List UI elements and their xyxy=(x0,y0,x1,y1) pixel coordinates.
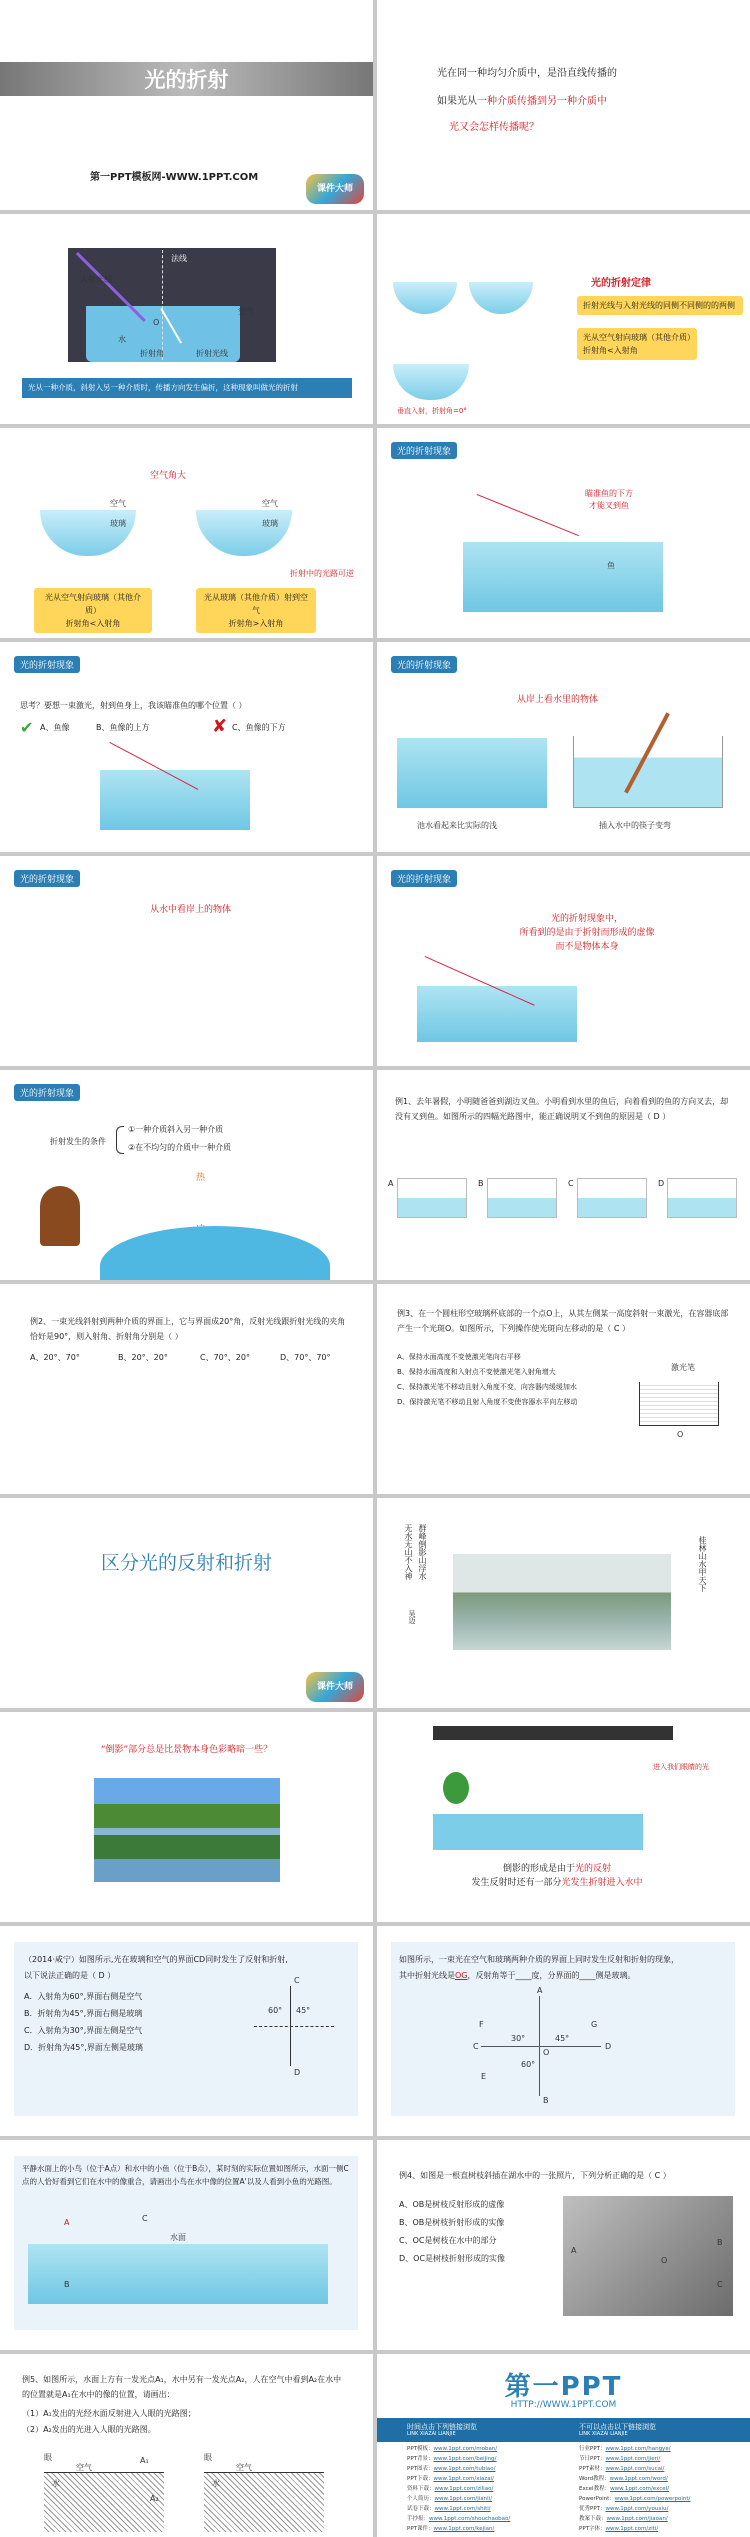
water-label-2: 水 xyxy=(212,2479,220,2488)
glass-1 xyxy=(40,510,136,556)
label-refracted: 折射光线 xyxy=(196,349,228,358)
diagram-d-label: D xyxy=(658,1179,665,1188)
slide-4[interactable] xyxy=(377,214,750,424)
point-a1: A₁ xyxy=(140,2456,149,2465)
diagram-b[interactable] xyxy=(478,1178,557,1218)
section-tag: 光的折射现象 xyxy=(391,656,457,673)
options xyxy=(397,1350,617,1410)
slide-24[interactable] xyxy=(377,2354,750,2537)
option-c[interactable]: C、OC是树枝在水中的部分 xyxy=(399,2236,497,2245)
point-d: D xyxy=(605,2042,612,2051)
slide-23[interactable] xyxy=(0,2354,373,2537)
question-1: （2014·咸宁）如图所示,光在玻璃和空气的界面CD同时发生了反射和折射, xyxy=(24,1955,288,1964)
diagram-d[interactable] xyxy=(658,1178,737,1218)
option-d[interactable]: D、70°、70° xyxy=(280,1353,331,1362)
point-a: A xyxy=(571,2246,577,2255)
option-c[interactable]: C、70°、20° xyxy=(200,1353,250,1362)
caption-1a: 倒影的形成是由于 xyxy=(502,1864,575,1874)
normal-line xyxy=(254,2026,334,2027)
ground-hill xyxy=(100,1226,330,1280)
label-incident: 入射光线 xyxy=(80,275,112,284)
poem-left-2: 无水无山不入神 xyxy=(404,1524,413,1580)
link-label: 个人简历： xyxy=(407,2496,435,2502)
right-sub: LINK XIAZAI LIANJIE xyxy=(579,2431,628,2437)
link-label: 节日PPT： xyxy=(579,2456,606,2462)
eye-label-2: 眼 xyxy=(204,2453,212,2462)
option-b[interactable]: B．折射角为45°,界面右侧是玻璃 xyxy=(24,2009,143,2018)
question-title: “倒影”部分总是比景物本身色彩略暗一些？ xyxy=(100,1745,273,1755)
option-c[interactable]: C、保持激光笔不移动且射入角度不变，向容器内缓缓加水 xyxy=(397,1383,577,1391)
question-2: 的位置就是A₁在水中的像的位置，请画出： xyxy=(22,2390,175,2399)
link-url[interactable]: www.1ppt.com/word/ xyxy=(609,2476,668,2482)
question: 平静水面上的小鸟（位于A点）和水中的小鱼（位于B点），某时刻的实际位置如图所示，水面一侧C点的人恰好看到它们在水中的像重合，请画出小鸟在水中像的位置A'以及人看到小鱼的光路图。 xyxy=(22,2164,349,2186)
blank-1[interactable]: ____ xyxy=(515,1971,532,1980)
air-label-1: 空气 xyxy=(76,2463,92,2472)
semicircle-2 xyxy=(469,282,533,314)
q2e: 侧是玻璃。 xyxy=(595,1971,636,1980)
option-a[interactable]: A、鱼像 xyxy=(40,723,70,732)
hot-label: 热 xyxy=(196,1173,206,1183)
left-head: 时间点击下列链接浏览 xyxy=(407,2423,477,2431)
option-a[interactable]: A、OB是树枝反射形成的虚像 xyxy=(399,2200,505,2209)
box-1b: 折射角<入射角 xyxy=(65,619,121,628)
laser-label: 激光笔 xyxy=(671,1363,695,1372)
line-1: 光在同一种均匀介质中，是沿直线传播的 xyxy=(437,68,617,79)
slide-11[interactable] xyxy=(0,1070,373,1280)
link-row xyxy=(407,2494,567,2504)
dark-band xyxy=(433,1726,673,1740)
semicircle-1 xyxy=(393,282,457,314)
link-label: 手抄报： xyxy=(407,2516,430,2522)
question-1: 如图所示，一束光在空气和玻璃两种介质的界面上同时发生反射和折射的现象， xyxy=(399,1955,679,1964)
water-tank xyxy=(417,986,577,1042)
air-label-2: 空气 xyxy=(236,2463,252,2472)
section-tag: 光的折射现象 xyxy=(391,870,457,887)
cross-icon: ✘ xyxy=(212,716,228,737)
option-b[interactable]: B、保持水面高度和入射点不变使激光笔入射角增大 xyxy=(397,1368,556,1376)
link-row xyxy=(407,2524,567,2534)
line-2b: 一种介质传播到另一种介质中 xyxy=(477,96,607,107)
box-2b: 折射角>入射角 xyxy=(228,619,284,628)
link-row xyxy=(579,2494,739,2504)
link-label: 优秀PPT： xyxy=(579,2506,606,2512)
link-url[interactable]: www.1ppt.com/youxiu/ xyxy=(605,2506,669,2512)
link-row xyxy=(579,2464,739,2474)
water-surface-label: 水面 xyxy=(170,2233,186,2242)
link-url[interactable]: www.1ppt.com/hangye/ xyxy=(605,2446,671,2452)
person xyxy=(40,1186,80,1246)
link-url[interactable]: www.1ppt.com/excel/ xyxy=(610,2486,670,2492)
slide-6[interactable] xyxy=(377,428,750,638)
water-label-1: 水 xyxy=(52,2479,60,2488)
note-2: 才能叉到鱼 xyxy=(589,501,629,510)
label-o: O xyxy=(153,318,160,327)
spear-line xyxy=(477,494,579,536)
poem-right: 桂林山水甲天下 xyxy=(698,1536,707,1592)
option-d[interactable]: D、保持激光笔不移动且射入角度不变使容器水平向左移动 xyxy=(397,1398,578,1406)
section-tag: 光的折射现象 xyxy=(14,656,80,673)
link-label: Word教程： xyxy=(579,2476,610,2482)
label-normal: 法线 xyxy=(171,254,187,263)
diagram-2 xyxy=(204,2472,324,2532)
left-links xyxy=(407,2444,567,2534)
line-3: 光又会怎样传播呢？ xyxy=(449,122,539,133)
caption-cup: 插入水中的筷子变弯 xyxy=(599,821,671,830)
caption-1b: 光的反射 xyxy=(575,1864,612,1874)
law-box-2a: 光从空气射向玻璃（其他介质） xyxy=(583,333,695,342)
check-icon: ✔ xyxy=(20,718,34,737)
question-1: 例5、如图所示，水面上方有一发光点A₁，水中另有一发光点A₂，人在空气中看到A₂在水中 xyxy=(22,2375,342,2384)
logo-text: 课件大师 xyxy=(316,184,353,194)
link-row xyxy=(579,2454,739,2464)
link-url[interactable]: www.1ppt.com/xiazai/ xyxy=(433,2476,495,2482)
link-label: PPT课件： xyxy=(407,2526,434,2532)
answer-og: OG xyxy=(455,1971,468,1980)
law-box-1: 折射光线与入射光线的同侧不同侧的的两侧 xyxy=(577,296,743,315)
point-b: B xyxy=(543,2096,549,2105)
link-url[interactable]: www.1ppt.com/jianli/ xyxy=(434,2496,493,2502)
point-a: A xyxy=(64,2218,70,2227)
question-2: 以下说法正确的是（ D ） xyxy=(24,1971,116,1980)
point-b: B xyxy=(717,2238,723,2247)
top-note: 空气角大 xyxy=(150,471,187,481)
point-c: C xyxy=(473,2042,479,2051)
label-air: 空气 xyxy=(238,307,254,316)
horizontal-axis xyxy=(481,2046,601,2047)
spot-label: O xyxy=(677,1430,684,1439)
diagram-c[interactable] xyxy=(568,1178,647,1218)
right-links xyxy=(579,2444,739,2534)
link-row xyxy=(407,2454,567,2464)
slide-20[interactable] xyxy=(377,1926,750,2136)
link-row xyxy=(579,2524,739,2534)
logo-text: 课件大师 xyxy=(316,1682,353,1692)
water xyxy=(28,2244,328,2304)
question: 例3、在一个圆柱形空玻璃杯底部的一个点O上，从其左侧某一高度斜射一束激光，在容器底部产生一个光斑O。如图所示，下列操作使光斑向左移动的是（ C ） xyxy=(397,1309,729,1333)
section-tag: 光的折射现象 xyxy=(391,442,457,459)
law-title: 光的折射定律 xyxy=(591,278,651,289)
box-2a: 光从玻璃（其他介质）射到空气 xyxy=(204,593,308,615)
instruction-2: （2）A₂发出的光进入人眼的光路图。 xyxy=(22,2425,156,2434)
slide-13[interactable] xyxy=(0,1284,373,1494)
lake-photo xyxy=(94,1778,280,1882)
slide-5[interactable] xyxy=(0,428,373,638)
question: 例1、去年暑假，小明随爸爸到湖边叉鱼。小明看到水里的鱼后，向着看到的鱼的方向叉去，却没有叉到鱼。如图所示的四幅光路图中，能正确说明叉不到鱼的原因是（ D ） xyxy=(395,1097,729,1121)
angle-45: 45° xyxy=(296,2006,311,2015)
air-label-2: 空气 xyxy=(262,499,278,508)
site-caption: 第一PPT模板网-WWW.1PPT.COM xyxy=(90,172,259,183)
box-2 xyxy=(196,588,316,633)
diagram-c-label: C xyxy=(568,1179,574,1188)
blank-2[interactable]: ____ xyxy=(579,1971,596,1980)
link-url[interactable]: www.1ppt.com/sucai/ xyxy=(605,2466,665,2472)
angle-30: 30° xyxy=(511,2034,526,2043)
box-1 xyxy=(34,588,152,633)
slide-17[interactable] xyxy=(0,1712,373,1922)
option-diagrams xyxy=(388,1170,737,1230)
point-a: A xyxy=(537,1986,543,1995)
link-label: 资料下载： xyxy=(407,2486,435,2492)
slide-15[interactable] xyxy=(0,1498,373,1708)
tree xyxy=(443,1772,469,1804)
slide-10[interactable] xyxy=(377,856,750,1066)
line-3: 而不是物体本身 xyxy=(555,942,619,952)
caption xyxy=(447,1862,667,1890)
point-c: C xyxy=(142,2214,148,2223)
link-label: 教案下载： xyxy=(579,2516,607,2522)
line-1: 光的折射现象中， xyxy=(550,914,623,924)
line-2a: 如果光从 xyxy=(437,96,477,107)
link-url[interactable]: www.1ppt.com/ziti/ xyxy=(605,2526,659,2532)
link-row xyxy=(407,2484,567,2494)
line-2 xyxy=(437,92,607,107)
link-row xyxy=(579,2444,739,2454)
question: 例2、一束光线斜射到两种介质的界面上，它与界面成20°角，反射光线跟折射光线的夹角恰好是90°，则入射角、折射角分别是（ ） xyxy=(30,1317,346,1341)
caption-pool: 池水看起来比实际的浅 xyxy=(417,821,497,830)
note-1: 瞄准鱼的下方 xyxy=(585,489,633,498)
brace xyxy=(116,1126,124,1154)
slide-12[interactable] xyxy=(377,1070,750,1280)
q2d: 度，分界面的 xyxy=(531,1971,580,1980)
link-label: PPT下载： xyxy=(407,2476,434,2482)
eye-note: 进入我们眼睛的光 xyxy=(653,1763,709,1771)
link-row xyxy=(407,2444,567,2454)
link-row xyxy=(579,2514,739,2524)
option-c[interactable]: C、鱼像的下方 xyxy=(232,723,286,732)
slide-22[interactable] xyxy=(377,2140,750,2350)
option-a[interactable]: A．入射角为60°,界面右侧是空气 xyxy=(24,1992,143,2001)
slide-title: 光的折射 xyxy=(144,67,229,92)
link-label: PPT背景： xyxy=(407,2456,434,2462)
option-d[interactable]: D．折射角为45°,界面左侧是玻璃 xyxy=(24,2043,143,2052)
section-tag: 光的折射现象 xyxy=(14,870,80,887)
logo xyxy=(306,174,364,204)
label-water: 水 xyxy=(118,335,126,344)
option-b[interactable]: B、鱼像的上方 xyxy=(96,723,150,732)
link-label: Excel教程： xyxy=(579,2486,611,2492)
link-url[interactable]: www.1ppt.com/tubiao/ xyxy=(433,2466,496,2472)
note xyxy=(585,488,633,512)
link-label: 试卷下载： xyxy=(407,2506,435,2512)
point-d: D xyxy=(294,2068,301,2077)
slide-19[interactable] xyxy=(0,1926,373,2136)
container xyxy=(639,1382,719,1426)
option-b[interactable]: B、OB是树枝折射形成的实像 xyxy=(399,2218,505,2227)
poem-left: 群峰倒影山浮水 xyxy=(418,1524,427,1580)
law-box-2 xyxy=(577,328,697,360)
slide-3[interactable] xyxy=(0,214,373,424)
left-sub: LINK XIAZAI LIANJIE xyxy=(407,2431,456,2437)
link-url[interactable]: www.1ppt.com/moban/ xyxy=(433,2446,498,2452)
link-label: PPT素材： xyxy=(579,2466,606,2472)
refraction-photo xyxy=(68,248,276,362)
angle-45: 45° xyxy=(555,2034,570,2043)
point-c: C xyxy=(717,2280,723,2289)
link-row xyxy=(579,2484,739,2494)
slide-18[interactable] xyxy=(377,1712,750,1922)
poem-author: 吴迈 xyxy=(408,1610,416,1624)
point-g: G xyxy=(591,2020,598,2029)
logo xyxy=(306,1672,364,1702)
q2a: 其中折射光线是 xyxy=(399,1971,455,1980)
link-label: PPT图表： xyxy=(407,2466,434,2472)
link-row xyxy=(407,2464,567,2474)
slide-21[interactable] xyxy=(0,2140,373,2350)
q2c: ，反射角等于 xyxy=(467,1971,516,1980)
reversible-note: 折射中的光路可逆 xyxy=(290,569,354,578)
link-row xyxy=(579,2474,739,2484)
slide-subtitle: 从水中看岸上的物体 xyxy=(150,905,232,915)
slide-9[interactable] xyxy=(0,856,373,1066)
angle-60: 60° xyxy=(268,2006,283,2015)
water-tank xyxy=(463,542,663,612)
options xyxy=(399,2196,505,2268)
link-url[interactable]: www.1ppt.com/shouchaobao/ xyxy=(429,2516,511,2522)
brand-url[interactable]: HTTP://WWW.1PPT.COM xyxy=(510,2400,617,2410)
glass-label-2: 玻璃 xyxy=(262,519,278,528)
condition-2: ②在不均匀的介质中一种介质 xyxy=(128,1143,232,1152)
caption-2b: 光发生折射进入水中 xyxy=(561,1878,643,1888)
line-2: 所看到的是由于折射而形成的虚像 xyxy=(519,928,655,938)
link-url[interactable]: www.1ppt.com/powerpoint/ xyxy=(614,2496,691,2502)
link-row xyxy=(407,2474,567,2484)
option-d[interactable]: D、OC是树枝折射形成的实像 xyxy=(399,2254,506,2263)
slide-1[interactable] xyxy=(0,0,373,210)
diagram-b-label: B xyxy=(478,1179,484,1188)
diagram-1 xyxy=(44,2472,164,2532)
links-panel xyxy=(377,2418,750,2537)
link-url[interactable]: www.1ppt.com/shiti/ xyxy=(434,2506,491,2512)
link-url[interactable]: www.1ppt.com/kejian/ xyxy=(433,2526,495,2532)
point-o: O xyxy=(543,2048,550,2057)
slide-8[interactable] xyxy=(377,642,750,852)
point-o: O xyxy=(661,2256,668,2265)
slide-subtitle: 从岸上看水里的物体 xyxy=(517,695,599,705)
right-head: 不可以点击以下链接浏览 xyxy=(579,2423,656,2431)
point-b: B xyxy=(64,2280,70,2289)
point-c: C xyxy=(294,1976,300,1985)
law-box-2b: 折射角<入射角 xyxy=(583,346,638,355)
caption-text: 光从一种介质，斜射入另一种介质时，传播方向发生偏折，这种现象叫做光的折射 xyxy=(28,383,298,392)
link-label: PowerPoint： xyxy=(579,2496,615,2502)
link-label: PPT模板： xyxy=(407,2446,434,2452)
link-url[interactable]: www.1ppt.com/jiaoan/ xyxy=(606,2516,668,2522)
point-f: F xyxy=(479,2020,484,2029)
point-e: E xyxy=(481,2072,487,2081)
instruction-1: （1）A₁发出的光经水面反射进入人眼的光路图； xyxy=(22,2409,196,2418)
link-row xyxy=(579,2504,739,2514)
link-row xyxy=(407,2504,567,2514)
slide-7[interactable] xyxy=(0,642,373,852)
conclusion xyxy=(477,912,697,954)
diagram-a[interactable] xyxy=(388,1178,467,1218)
brand-logo: 第一PPT xyxy=(504,2372,623,2402)
link-url[interactable]: www.1ppt.com/jieri/ xyxy=(605,2456,661,2462)
option-a[interactable]: A、保持水面高度不变使激光笔向右平移 xyxy=(397,1353,521,1361)
link-label: 行业PPT： xyxy=(579,2446,606,2452)
slide-16[interactable] xyxy=(377,1498,750,1708)
link-url[interactable]: www.1ppt.com/ziliao/ xyxy=(434,2486,494,2492)
diagram-a-label: A xyxy=(388,1179,394,1188)
foot-note: 垂直入射，折射角=0° xyxy=(397,407,467,415)
question: 例4、如图是一根直树枝斜插在湖水中的一张照片，下列分析正确的是（ C ） xyxy=(399,2171,671,2180)
water-tank xyxy=(100,770,250,830)
pool xyxy=(397,738,547,808)
slide-2[interactable] xyxy=(377,0,750,210)
section-tag: 光的折射现象 xyxy=(14,1084,80,1101)
landscape-photo xyxy=(453,1554,671,1650)
slide-14[interactable] xyxy=(377,1284,750,1494)
point-a2: A₂ xyxy=(150,2494,159,2503)
label-angle: 折射角 xyxy=(140,349,164,358)
question: 思考？要想一束激光，射到鱼身上，我该瞄准鱼的哪个位置（ ） xyxy=(20,701,247,710)
option-c[interactable]: C．入射角为30°,界面左侧是空气 xyxy=(24,2026,143,2035)
condition-label: 折射发生的条件 xyxy=(50,1137,106,1146)
glass-2 xyxy=(196,510,292,556)
air-label-1: 空气 xyxy=(110,499,126,508)
option-a[interactable]: A、20°、70° xyxy=(30,1353,80,1362)
option-b[interactable]: B、20°、20° xyxy=(118,1353,168,1362)
link-label: PPT字体： xyxy=(579,2526,606,2532)
glass-label-1: 玻璃 xyxy=(110,519,126,528)
fish-label: 鱼 xyxy=(607,561,615,570)
section-title: 区分光的反射和折射 xyxy=(100,1552,272,1574)
condition-1: ①一种介质斜入另一种介质 xyxy=(128,1125,224,1134)
options xyxy=(24,1988,143,2056)
eye-label-1: 眼 xyxy=(44,2453,52,2462)
angle-60: 60° xyxy=(521,2060,536,2069)
link-row xyxy=(407,2514,567,2524)
caption-bar xyxy=(22,378,352,398)
semicircle-3 xyxy=(393,364,469,400)
branch-photo xyxy=(563,2196,733,2316)
link-url[interactable]: www.1ppt.com/beijing/ xyxy=(433,2456,497,2462)
box-1a: 光从空气射向玻璃（其他介质） xyxy=(45,593,141,615)
caption-2a: 发生反射时还有一部分 xyxy=(471,1878,562,1888)
question-2 xyxy=(399,1968,636,1983)
